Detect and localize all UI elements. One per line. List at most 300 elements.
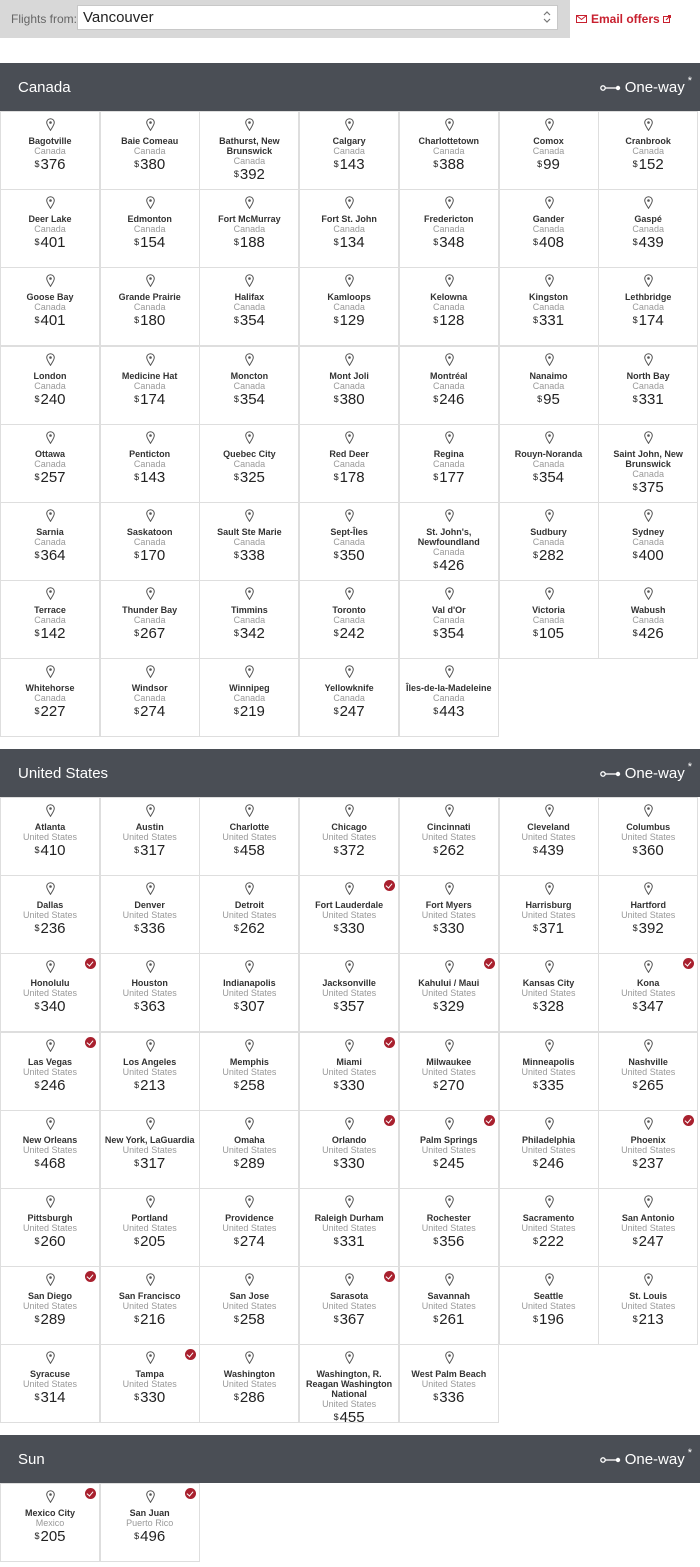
destination-tile-penticton[interactable] — [100, 424, 200, 503]
destination-city: Quebec City — [223, 448, 276, 459]
map-pin-icon — [345, 960, 354, 973]
destination-tile-montreal[interactable] — [399, 346, 499, 425]
price-amount: 330 — [439, 920, 465, 938]
destination-country: United States — [22, 1223, 78, 1233]
destination-country: Canada — [433, 224, 465, 235]
map-pin-icon — [445, 665, 454, 678]
map-pin-icon — [146, 1117, 155, 1130]
destination-country: Canada — [333, 693, 365, 704]
destination-price — [500, 999, 598, 1015]
destination-tile-gander[interactable] — [499, 189, 599, 268]
currency-symbol: $ — [233, 471, 239, 482]
destination-country: United States — [421, 832, 476, 842]
destination-tile-victoria[interactable] — [499, 580, 599, 659]
destination-price — [500, 470, 598, 486]
currency-symbol: $ — [134, 1314, 140, 1325]
destination-city: London — [33, 370, 67, 381]
currency-symbol: $ — [134, 550, 140, 560]
currency-symbol: $ — [532, 550, 538, 560]
currency-symbol: $ — [333, 1314, 339, 1325]
destination-city: Charlottetown — [418, 136, 480, 146]
destination-tile-baie-comeau[interactable] — [100, 111, 200, 190]
currency-symbol: $ — [34, 1079, 40, 1090]
destination-tile-pittsburgh[interactable] — [0, 1188, 100, 1267]
destination-tile-nashville[interactable] — [598, 1032, 698, 1111]
map-pin-icon — [146, 196, 155, 209]
currency-symbol: $ — [433, 393, 439, 404]
map-pin-icon — [245, 960, 254, 973]
destination-city: Sault Ste Marie — [217, 527, 282, 537]
destination-country: United States — [621, 1066, 676, 1077]
currency-symbol: $ — [134, 393, 140, 404]
destination-city: Dallas — [36, 900, 64, 911]
destination-country: Canada — [632, 302, 664, 313]
destination-tile-kahului-maui[interactable] — [399, 953, 499, 1032]
destination-city: Halifax — [234, 292, 265, 303]
destination-price — [101, 470, 199, 486]
destination-tile-las-vegas[interactable] — [0, 1032, 100, 1111]
destination-country: United States — [122, 1301, 177, 1312]
destination-tile-sudbury[interactable] — [499, 502, 599, 581]
destination-tile-los-angeles[interactable] — [100, 1032, 200, 1111]
origin-select[interactable] — [77, 5, 558, 30]
currency-symbol: $ — [134, 159, 140, 169]
map-pin-icon — [445, 1039, 454, 1052]
destination-tile-kingston[interactable] — [499, 267, 599, 346]
destination-country: Canada — [333, 458, 365, 469]
destination-country: United States — [322, 1399, 377, 1410]
destination-tile-mexico-city[interactable] — [0, 1483, 100, 1562]
one-way-toggle[interactable] — [600, 74, 692, 96]
destination-tile-san-juan[interactable] — [100, 1483, 200, 1562]
destination-city: Grande Prairie — [118, 292, 181, 303]
destination-price — [101, 999, 199, 1015]
destination-tile-philadelphia[interactable] — [499, 1110, 599, 1189]
destination-city: West Palm Beach — [411, 1369, 487, 1380]
destination-country: Canada — [333, 380, 365, 391]
destination-tile-kansas-city[interactable] — [499, 953, 599, 1032]
map-pin-icon — [345, 882, 354, 895]
destination-tile-seattle[interactable] — [499, 1266, 599, 1345]
price-amount: 364 — [40, 547, 66, 564]
destination-tile-memphis[interactable] — [199, 1032, 299, 1111]
destination-tile-yellowknife[interactable] — [299, 658, 399, 737]
currency-symbol: $ — [233, 1157, 239, 1168]
destination-tile-providence[interactable] — [199, 1188, 299, 1267]
destination-city: Fort McMurray — [218, 214, 281, 225]
map-pin-icon — [146, 960, 155, 973]
destination-city: Wabush — [630, 605, 666, 616]
destination-tile-whitehorse[interactable] — [0, 658, 100, 737]
destination-price — [200, 1078, 298, 1094]
destination-tile-syracuse[interactable] — [0, 1344, 100, 1423]
destination-tile-regina[interactable] — [399, 424, 499, 503]
destination-tile-sarnia[interactable] — [0, 502, 100, 581]
destination-city: Charlotte — [229, 822, 270, 832]
destination-tile-lethbridge[interactable] — [598, 267, 698, 346]
currency-symbol: $ — [34, 706, 40, 717]
map-pin-icon — [46, 431, 55, 444]
chevron-up-down-icon — [543, 9, 551, 25]
destination-price — [101, 843, 199, 859]
destination-tile-jacksonville[interactable] — [299, 953, 399, 1032]
destination-tile-north-bay[interactable] — [598, 346, 698, 425]
destination-tile-detroit[interactable] — [199, 875, 299, 954]
destination-tile-raleigh-durham[interactable] — [299, 1188, 399, 1267]
map-pin-icon — [46, 1039, 55, 1052]
destination-price — [300, 235, 398, 251]
map-pin-icon — [46, 1117, 55, 1130]
destination-price — [500, 392, 598, 408]
currency-symbol: $ — [333, 845, 339, 855]
destination-tile-new-york-laguardia[interactable] — [100, 1110, 200, 1189]
map-pin-icon — [46, 665, 55, 678]
currency-symbol: $ — [532, 628, 538, 639]
destination-city: Regina — [433, 448, 464, 459]
destination-city: Sarasota — [330, 1291, 369, 1302]
map-pin-icon — [644, 1195, 653, 1208]
destination-tile-sept-iles[interactable] — [299, 502, 399, 581]
map-pin-icon — [146, 353, 155, 366]
destination-tile-terrace[interactable] — [0, 580, 100, 659]
destination-country: United States — [421, 1066, 476, 1077]
destination-tile-mont-joli[interactable] — [299, 346, 399, 425]
destination-tile-orlando[interactable] — [299, 1110, 399, 1189]
destination-tile-goose-bay[interactable] — [0, 267, 100, 346]
map-pin-icon — [46, 1490, 55, 1503]
currency-symbol: $ — [134, 1531, 140, 1541]
destination-price — [200, 548, 298, 564]
destination-country: Canada — [433, 547, 465, 557]
destination-price — [1, 470, 99, 486]
destination-city: Fort Lauderdale — [315, 900, 384, 911]
destination-tile-bathurst-new-brunswick[interactable] — [199, 111, 299, 190]
destination-city: Val d'Or — [431, 605, 466, 616]
currency-symbol: $ — [233, 1314, 239, 1325]
destination-price — [300, 843, 398, 859]
destination-tile-washington-r-reagan-washington-national[interactable] — [299, 1344, 399, 1427]
destination-city: Montréal — [430, 370, 468, 381]
destination-tile-kamloops[interactable] — [299, 267, 399, 346]
map-pin-icon — [545, 431, 554, 444]
destination-tile-cranbrook[interactable] — [598, 111, 698, 190]
destination-country: Canada — [632, 224, 664, 235]
destination-country: Canada — [632, 537, 664, 547]
destination-tile-fredericton[interactable] — [399, 189, 499, 268]
currency-symbol: $ — [632, 393, 638, 404]
destination-country: United States — [22, 1301, 78, 1312]
destination-tile-san-antonio[interactable] — [598, 1188, 698, 1267]
destination-country: United States — [222, 910, 277, 921]
destination-tile-comox[interactable] — [499, 111, 599, 190]
map-pin-icon — [245, 1039, 254, 1052]
destination-tile-denver[interactable] — [100, 875, 200, 954]
destination-tile-austin[interactable] — [100, 797, 200, 876]
price-amount: 216 — [140, 1311, 166, 1329]
price-amount: 372 — [339, 842, 365, 859]
destination-tile-new-orleans[interactable] — [0, 1110, 100, 1189]
destination-tile-cincinnati[interactable] — [399, 797, 499, 876]
map-pin-icon — [445, 196, 454, 209]
destination-tile-san-francisco[interactable] — [100, 1266, 200, 1345]
destination-tile-savannah[interactable] — [399, 1266, 499, 1345]
destination-tile-sacramento[interactable] — [499, 1188, 599, 1267]
price-amount: 257 — [40, 468, 66, 486]
destination-tile-iles-de-la-madeleine[interactable] — [399, 658, 499, 737]
destination-tile-portland[interactable] — [100, 1188, 200, 1267]
map-pin-icon — [146, 804, 155, 817]
destination-tile-edmonton[interactable] — [100, 189, 200, 268]
one-way-toggle[interactable] — [600, 1446, 692, 1468]
destination-tile-harrisburg[interactable] — [499, 875, 599, 954]
price-amount: 375 — [638, 478, 664, 496]
destination-city: Columbus — [626, 822, 671, 832]
destination-price — [1, 548, 99, 564]
price-amount: 426 — [439, 557, 465, 574]
currency-symbol: $ — [532, 923, 538, 934]
destination-tile-atlanta[interactable] — [0, 797, 100, 876]
price-amount: 342 — [239, 625, 265, 643]
price-amount: 142 — [40, 625, 66, 643]
destination-country: United States — [122, 910, 177, 921]
destination-tile-west-palm-beach[interactable] — [399, 1344, 499, 1423]
destination-price — [101, 626, 199, 642]
destination-tile-washington[interactable] — [199, 1344, 299, 1423]
price-amount: 178 — [339, 468, 365, 486]
destination-price — [1, 313, 99, 329]
destination-tile-fort-lauderdale[interactable] — [299, 875, 399, 954]
map-pin-icon — [445, 587, 454, 600]
destination-price — [599, 235, 697, 251]
destination-price — [400, 1390, 498, 1406]
section-header-united-states — [0, 749, 700, 797]
origin-bar — [0, 0, 570, 38]
destination-tile-val-d-or[interactable] — [399, 580, 499, 659]
destination-tile-indianapolis[interactable] — [199, 953, 299, 1032]
price-amount: 143 — [339, 156, 365, 173]
destination-tile-quebec-city[interactable] — [199, 424, 299, 503]
map-pin-icon — [146, 1195, 155, 1208]
destination-price — [101, 921, 199, 937]
destination-tile-phoenix[interactable] — [598, 1110, 698, 1189]
destination-country: Canada — [333, 537, 365, 547]
price-amount: 260 — [40, 1233, 66, 1250]
price-amount: 236 — [40, 920, 66, 938]
currency-symbol: $ — [233, 923, 239, 934]
destination-tile-thunder-bay[interactable] — [100, 580, 200, 659]
destination-tile-tampa[interactable] — [100, 1344, 200, 1423]
destination-tile-medicine-hat[interactable] — [100, 346, 200, 425]
destination-price — [101, 704, 199, 720]
map-pin-icon — [445, 118, 454, 131]
destination-city: Mont Joli — [329, 370, 369, 381]
destination-price — [599, 480, 697, 496]
footnote-asterisk: * — [687, 760, 692, 773]
destination-tile-red-deer[interactable] — [299, 424, 399, 503]
destination-city: Houston — [131, 978, 168, 989]
map-pin-icon — [146, 665, 155, 678]
destination-country: Canada — [133, 537, 166, 547]
destination-tile-calgary[interactable] — [299, 111, 399, 190]
destination-price — [500, 843, 598, 859]
destination-tile-grande-prairie[interactable] — [100, 267, 200, 346]
destination-city: Fredericton — [424, 214, 474, 225]
destination-tile-windsor[interactable] — [100, 658, 200, 737]
map-pin-icon — [245, 804, 254, 817]
currency-symbol: $ — [134, 628, 140, 639]
destination-tile-honolulu[interactable] — [0, 953, 100, 1032]
map-pin-icon — [545, 274, 554, 287]
destination-tile-houston[interactable] — [100, 953, 200, 1032]
destination-country: United States — [521, 1301, 576, 1312]
currency-symbol: $ — [632, 1079, 638, 1090]
destination-country: Canada — [632, 615, 664, 626]
currency-symbol: $ — [34, 393, 40, 404]
destination-price — [400, 1234, 498, 1250]
currency-symbol: $ — [333, 393, 339, 404]
currency-symbol: $ — [537, 159, 543, 169]
destination-tile-fort-myers[interactable] — [399, 875, 499, 954]
destination-price — [1, 1312, 99, 1328]
destination-tile-chicago[interactable] — [299, 797, 399, 876]
currency-symbol: $ — [632, 315, 638, 326]
destination-price — [1, 1234, 99, 1250]
destination-tile-columbus[interactable] — [598, 797, 698, 876]
destination-tile-st-john-s-newfoundland[interactable] — [399, 502, 499, 581]
price-amount: 317 — [140, 842, 166, 859]
destination-tile-fort-st-john[interactable] — [299, 189, 399, 268]
sun-destination-badge-icon — [384, 1271, 395, 1282]
price-amount: 330 — [339, 920, 365, 938]
destination-city: Indianapolis — [223, 978, 276, 989]
destination-tile-sydney[interactable] — [598, 502, 698, 581]
destination-price — [500, 1234, 598, 1250]
destination-city: Los Angeles — [123, 1056, 177, 1067]
destination-tile-timmins[interactable] — [199, 580, 299, 659]
destination-tile-nanaimo[interactable] — [499, 346, 599, 425]
price-amount: 95 — [543, 390, 560, 408]
destination-tile-minneapolis[interactable] — [499, 1032, 599, 1111]
map-pin-icon — [46, 274, 55, 287]
destination-tile-san-jose[interactable] — [199, 1266, 299, 1345]
one-way-toggle[interactable] — [600, 760, 692, 782]
destination-city: Sept-Îles — [330, 527, 368, 537]
currency-symbol: $ — [34, 159, 40, 169]
destination-tile-deer-lake[interactable] — [0, 189, 100, 268]
destination-tile-cleveland[interactable] — [499, 797, 599, 876]
destination-tile-st-louis[interactable] — [598, 1266, 698, 1345]
destination-tile-winnipeg[interactable] — [199, 658, 299, 737]
price-amount: 392 — [239, 166, 265, 183]
destination-price — [1, 999, 99, 1015]
destination-tile-halifax[interactable] — [199, 267, 299, 346]
destination-tile-kona[interactable] — [598, 953, 698, 1032]
destination-tile-sault-ste-marie[interactable] — [199, 502, 299, 581]
currency-symbol: $ — [233, 1001, 239, 1012]
destination-country: United States — [322, 1301, 377, 1312]
destination-tile-saskatoon[interactable] — [100, 502, 200, 581]
destination-tile-dallas[interactable] — [0, 875, 100, 954]
destination-tile-milwaukee[interactable] — [399, 1032, 499, 1111]
destination-tile-charlotte[interactable] — [199, 797, 299, 876]
currency-symbol: $ — [34, 1392, 40, 1403]
destination-tile-gaspe[interactable] — [598, 189, 698, 268]
map-pin-icon — [644, 1273, 653, 1286]
destination-tile-rouyn-noranda[interactable] — [499, 424, 599, 503]
currency-symbol: $ — [333, 1157, 339, 1168]
destination-tile-kelowna[interactable] — [399, 267, 499, 346]
map-pin-icon — [644, 1117, 653, 1130]
destination-tile-london[interactable] — [0, 346, 100, 425]
price-amount: 262 — [439, 842, 465, 859]
destination-tile-fort-mcmurray[interactable] — [199, 189, 299, 268]
destination-tile-hartford[interactable] — [598, 875, 698, 954]
price-amount: 258 — [239, 1076, 265, 1094]
destination-city: Washington — [223, 1369, 275, 1380]
destination-price — [599, 921, 697, 937]
destination-city: Miami — [336, 1056, 362, 1067]
currency-symbol: $ — [433, 1314, 439, 1325]
destination-country: United States — [421, 1223, 476, 1233]
destination-tile-toronto[interactable] — [299, 580, 399, 659]
destination-tile-miami[interactable] — [299, 1032, 399, 1111]
destination-tile-bagotville[interactable] — [0, 111, 100, 190]
destination-city: St. Louis — [629, 1291, 668, 1302]
price-amount: 246 — [538, 1154, 565, 1172]
destination-tile-ottawa[interactable] — [0, 424, 100, 503]
map-pin-icon — [245, 353, 254, 366]
email-offers-link[interactable] — [576, 12, 671, 26]
map-pin-icon — [245, 509, 254, 522]
map-pin-icon — [345, 196, 354, 209]
price-amount: 205 — [140, 1233, 166, 1250]
destination-tile-charlottetown[interactable] — [399, 111, 499, 190]
currency-symbol: $ — [233, 628, 239, 639]
destination-tile-saint-john-new-brunswick[interactable] — [598, 424, 698, 503]
map-pin-icon — [545, 1273, 554, 1286]
price-amount: 267 — [140, 625, 166, 643]
destination-tile-sarasota[interactable] — [299, 1266, 399, 1345]
destination-price — [200, 235, 298, 251]
destination-city: Windsor — [131, 683, 168, 694]
destination-price — [200, 1234, 298, 1250]
currency-symbol: $ — [532, 1314, 538, 1325]
destination-city: Kamloops — [327, 292, 371, 303]
destination-price — [500, 1156, 598, 1172]
price-amount: 330 — [339, 1154, 365, 1172]
destination-tile-rochester[interactable] — [399, 1188, 499, 1267]
price-amount: 262 — [239, 920, 265, 938]
sun-destination-badge-icon — [185, 1488, 196, 1499]
currency-symbol: $ — [433, 1001, 439, 1012]
destination-tile-wabush[interactable] — [598, 580, 698, 659]
destination-country: Canada — [233, 693, 266, 704]
destination-tile-san-diego[interactable] — [0, 1266, 100, 1345]
price-amount: 246 — [40, 1076, 66, 1094]
destination-city: Medicine Hat — [121, 370, 178, 381]
price-amount: 388 — [439, 156, 465, 173]
destination-tile-palm-springs[interactable] — [399, 1110, 499, 1189]
destination-tile-omaha[interactable] — [199, 1110, 299, 1189]
destination-country: Canada — [333, 146, 365, 156]
map-pin-icon — [545, 353, 554, 366]
price-amount: 410 — [40, 842, 66, 859]
destination-country: Canada — [133, 224, 166, 235]
destination-city: Raleigh Durham — [314, 1213, 384, 1223]
map-pin-icon — [345, 353, 354, 366]
destination-tile-moncton[interactable] — [199, 346, 299, 425]
currency-symbol: $ — [433, 471, 439, 482]
